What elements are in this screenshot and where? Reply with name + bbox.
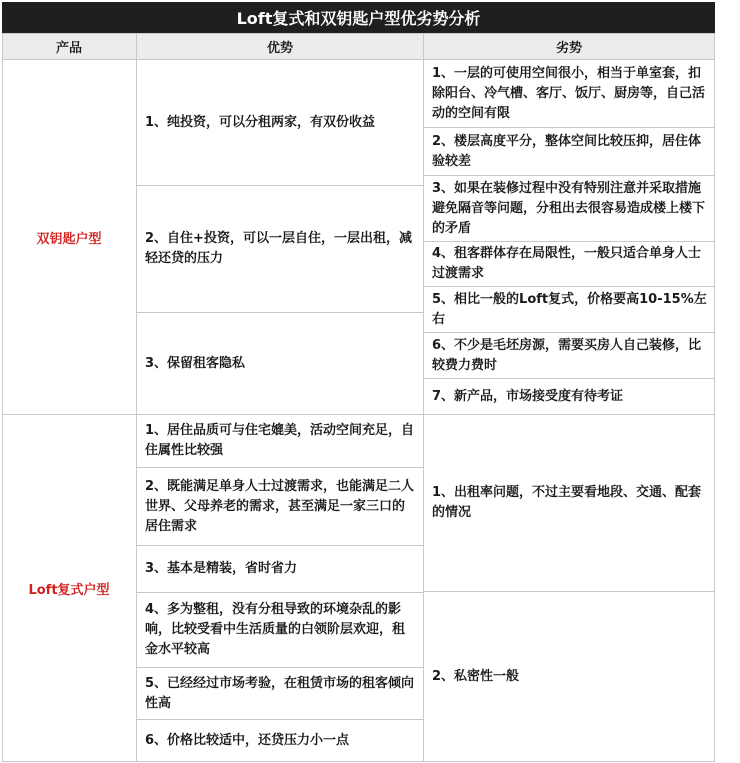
header-disadvantages: 劣势 [424,33,715,60]
double-key-disadvantage-3: 3、如果在装修过程中没有特别注意并采取措施避免隔音等问题，分租出去很容易造成楼上楼下的矛盾 [424,176,715,242]
loft-disadvantage-1: 1、出租率问题，不过主要看地段、交通、配套的情况 [424,415,715,592]
double-key-advantage-3: 3、保留租客隐私 [137,313,424,415]
double-key-disadvantage-1: 1、一层的可使用空间很小，相当于单室套，扣除阳台、冷气槽、客厅、饭厅、厨房等，自己活动的空间有限 [424,60,715,128]
double-key-disadvantage-7: 7、新产品，市场接受度有待考证 [424,379,715,415]
loft-advantage-5: 5、已经经过市场考验，在租赁市场的租客倾向性高 [137,668,424,720]
double-key-disadvantage-4: 4、租客群体存在局限性，一般只适合单身人士过渡需求 [424,242,715,287]
loft-advantage-1: 1、居住品质可与住宅媲美，活动空间充足，自住属性比较强 [137,415,424,468]
comparison-table [2,2,715,762]
loft-advantage-6: 6、价格比较适中，还贷压力小一点 [137,720,424,762]
product-loft: Loft复式户型 [2,415,137,762]
table-title: Loft复式和双钥匙户型优劣势分析 [2,2,715,33]
loft-advantage-4: 4、多为整租，没有分租导致的环境杂乱的影响，比较受看中生活质量的白领阶层欢迎，租金水平较高 [137,593,424,668]
double-key-disadvantage-2: 2、楼层高度平分，整体空间比较压抑，居住体验较差 [424,128,715,176]
product-double-key: 双钥匙户型 [2,60,137,415]
double-key-disadvantage-5: 5、相比一般的Loft复式，价格要高10-15%左右 [424,287,715,333]
double-key-disadvantage-6: 6、不少是毛坯房源，需要买房人自己装修，比较费力费时 [424,333,715,379]
loft-disadvantage-2: 2、私密性一般 [424,592,715,762]
header-advantages: 优势 [137,33,424,60]
double-key-advantage-1: 1、纯投资，可以分租两家，有双份收益 [137,60,424,186]
header-product: 产品 [2,33,137,60]
loft-advantage-3: 3、基本是精装，省时省力 [137,546,424,593]
double-key-advantage-2: 2、自住+投资，可以一层自住，一层出租，减轻还贷的压力 [137,186,424,313]
loft-advantage-2: 2、既能满足单身人士过渡需求，也能满足二人世界、父母养老的需求，甚至满足一家三口的居住需求 [137,468,424,546]
